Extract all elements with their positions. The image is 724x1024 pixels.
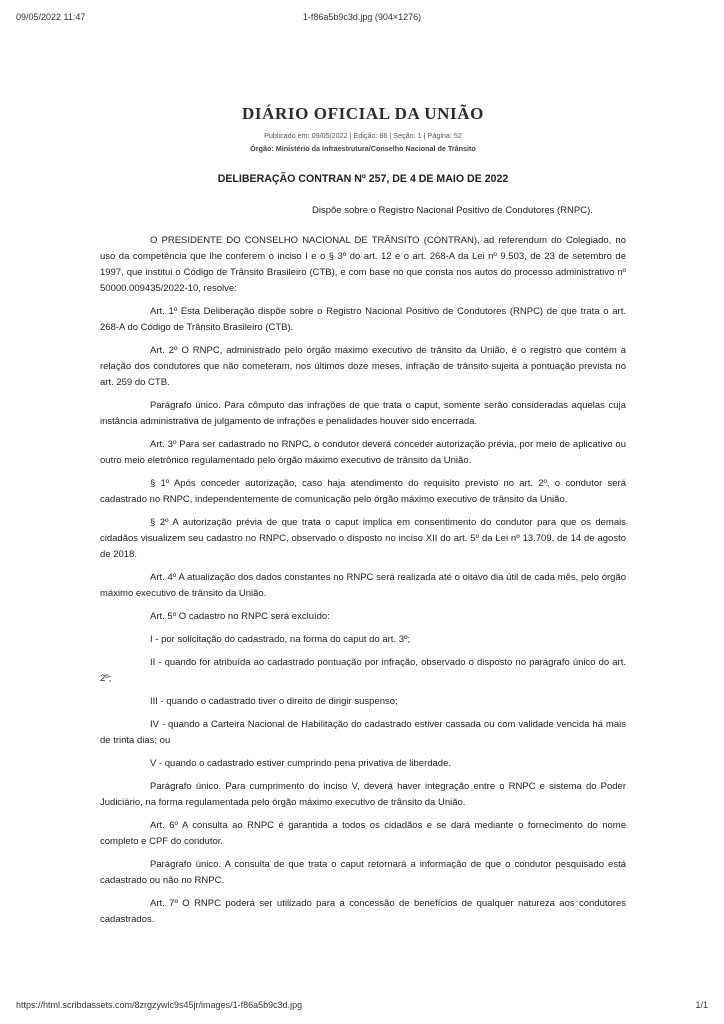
document-page <box>100 104 626 935</box>
article-paragraph: Art. 4º A atualização dos dados constantes no RNPC será realizada até o oitavo dia útil de cada mês, pelo órgão máximo executivo de trânsito da União. <box>100 571 626 599</box>
article-paragraph: V - quando o cadastrado estiver cumprindo pena privativa de liberdade. <box>150 757 452 769</box>
print-header <box>16 12 708 26</box>
publication-info: Publicado em: 09/05/2022 | Edição: 86 | Seção: 1 | Página: 52 <box>264 131 462 140</box>
ementa: Dispõe sobre o Registro Nacional Positivo de Condutores (RNPC). <box>312 205 593 216</box>
article-paragraph: Art. 5º O cadastro no RNPC será excluído: <box>150 610 330 622</box>
print-file-label: 1-f86a5b9c3d.jpg (904×1276) <box>302 12 422 22</box>
document-title: DELIBERAÇÃO CONTRAN Nº 257, DE 4 DE MAIO DE 2022 <box>217 173 509 185</box>
article-paragraph: Art. 1º Esta Deliberação dispõe sobre o Registro Nacional Positivo de Condutores (RNPC) de que trata o art. 268-A do Código de Trânsito Brasileiro (CTB). <box>100 305 626 333</box>
print-source-url: https://html.scribdassets.com/8zrgzywlc9s45jr/images/1-f86a5b9c3d.jpg <box>16 1000 303 1010</box>
article-paragraph: § 1º Após conceder autorização, caso haja atendimento do requisito previsto no art. 2º, o condutor será cadastrado no RNPC, independentemente de comunicação pelo órgão máximo executivo de trânsito da União. <box>100 477 626 505</box>
article-paragraph: II - quando for atribuída ao cadastrado pontuação por infração, observado o disposto no parágrafo único do art. 2º; <box>100 656 626 684</box>
print-page-number: 1/1 <box>695 1000 708 1010</box>
article-paragraph: I - por solicitação do cadastrado, na forma do caput do art. 3º; <box>150 633 411 645</box>
article-paragraph: III - quando o cadastrado tiver o direito de dirigir suspenso; <box>150 695 398 707</box>
article-paragraph: IV - quando a Carteira Nacional de Habilitação do cadastrado estiver cassada ou com validade vencida há mais de trinta dias; ou <box>100 718 626 746</box>
masthead: DIÁRIO OFICIAL DA UNIÃO <box>242 104 484 123</box>
article-paragraph: § 2º A autorização prévia de que trata o caput implica em consentimento do condutor para que os demais cidadãos visualizem seu cadastro no RNPC, observado o disposto no inciso XII do art. 5º da Lei nº 13.709, de 14 de agosto de 2018. <box>100 516 626 560</box>
article-paragraph: Art. 3º Para ser cadastrado no RNPC, o condutor deverá conceder autorização prévia, por meio de aplicativo ou outro meio eletrônico regulamentado pelo órgão máximo executivo de trânsito da União. <box>100 438 626 466</box>
article-paragraph: Art. 6º A consulta ao RNPC é garantida a todos os cidadãos e se dará mediante o fornecimento do nome completo e CPF do condutor. <box>100 819 626 847</box>
article-paragraph: Parágrafo único. Para cômputo das infrações de que trata o caput, somente serão consideradas aquelas cuja instância administrativa de julgamento de infrações e penalidades houver sido encerrada. <box>100 399 626 427</box>
document-body <box>100 233 626 928</box>
article-paragraph: Art. 2º O RNPC, administrado pelo órgão máximo executivo de trânsito da União, é o registro que contém a relação dos condutores que não cometeram, nos últimos doze meses, infração de trânsito sujeita à pontuação prevista no art. 259 do CTB. <box>100 344 626 388</box>
issuing-body: Órgão: Ministério da Infraestrutura/Conselho Nacional de Trânsito <box>250 144 476 153</box>
print-datetime: 09/05/2022 11:47 <box>16 12 86 22</box>
print-footer <box>16 1000 708 1014</box>
preamble-paragraph: O PRESIDENTE DO CONSELHO NACIONAL DE TRÂNSITO (CONTRAN), ad referendum do Colegiado, no uso da competência que lhe conferem o inciso I e o § 3º do art. 12 e o art. 268-A da Lei nº 9.503, de 23 de setembro de 1997, que institui o Código de Trânsito Brasileiro (CTB), e com base no que consta nos autos do processo administrativo nº 50000.009435/2022-10, resolve: <box>100 234 626 294</box>
article-paragraph: Art. 7º O RNPC poderá ser utilizado para a concessão de benefícios de qualquer natureza aos condutores cadastrados. <box>100 897 626 925</box>
article-paragraph: Parágrafo único. Para cumprimento do inciso V, deverá haver integração entre o RNPC e sistema do Poder Judiciário, na forma regulamentada pelo órgão máximo executivo de trânsito da União. <box>100 780 626 808</box>
article-paragraph: Parágrafo único. A consulta de que trata o caput retornará a informação de que o condutor pesquisado está cadastrado ou não no RNPC. <box>100 858 626 886</box>
